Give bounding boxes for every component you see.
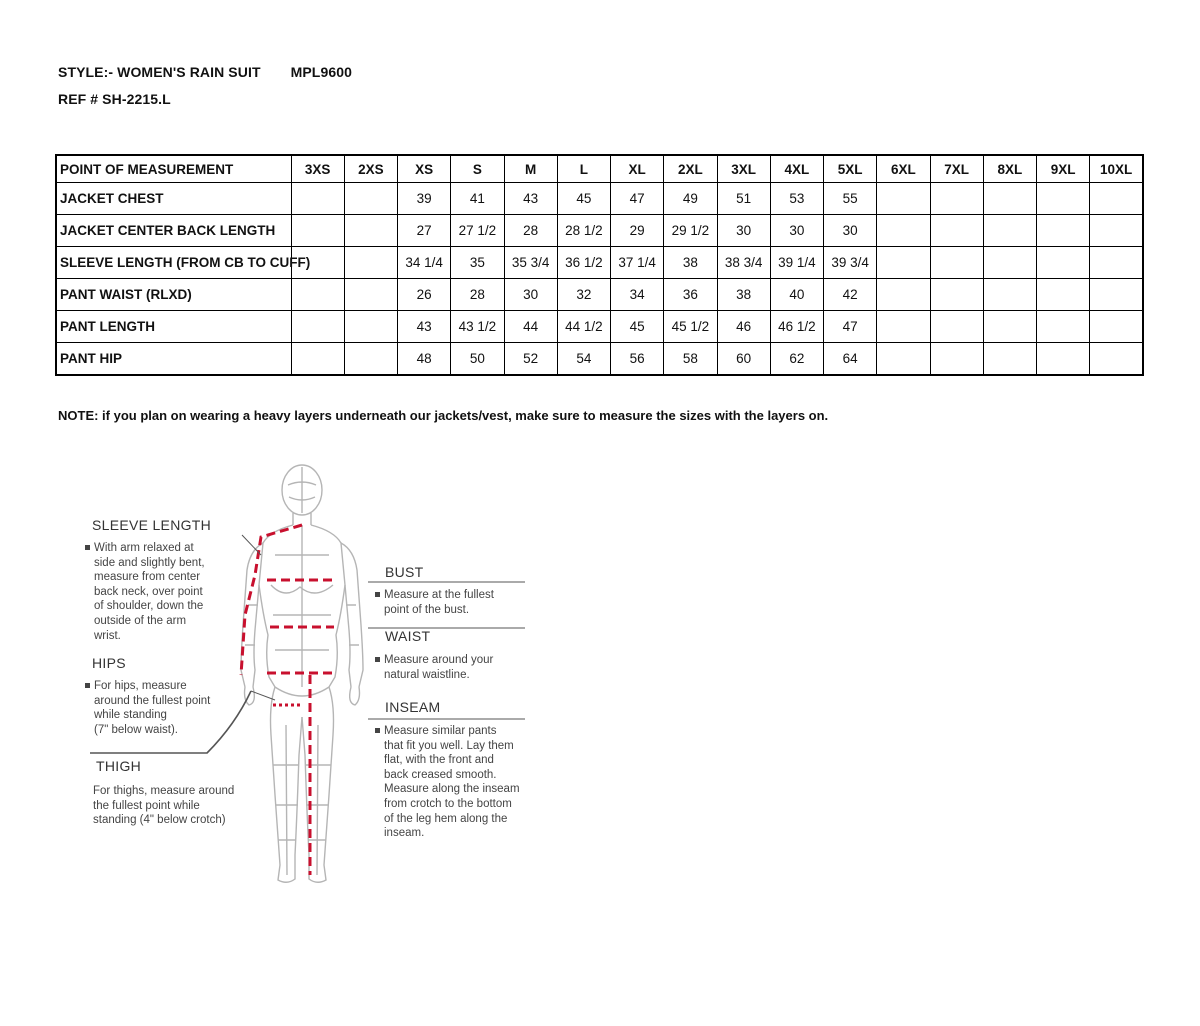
table-cell [291,215,344,247]
measurement-name: PANT HIP [56,343,291,376]
measurement-name: JACKET CHEST [56,183,291,215]
column-header: 3XS [291,155,344,183]
column-header: POINT OF MEASUREMENT [56,155,291,183]
table-cell [344,279,397,311]
table-cell [344,215,397,247]
table-row [56,215,1143,247]
sleeve-length-line [241,525,302,675]
table-cell [930,247,983,279]
inseam-title: INSEAM [385,699,441,715]
table-cell [344,183,397,215]
table-header-row [56,155,1143,183]
table-cell: 49 [664,183,717,215]
hips-title: HIPS [92,655,126,671]
column-header: 2XL [664,155,717,183]
table-cell: 53 [770,183,823,215]
table-cell [291,279,344,311]
thigh-title: THIGH [96,758,142,774]
table-cell: 43 [398,311,451,343]
table-cell: 45 [557,183,610,215]
table-cell [983,279,1036,311]
waist-title: WAIST [385,628,431,644]
column-header: 2XS [344,155,397,183]
inseam-description: Measure similar pants that fit you well. Lay them flat, with the front and back creased smooth. Measure along the inseam from crotch to the bottom of the leg hem along the inseam. [375,724,520,841]
measurement-name: PANT LENGTH [56,311,291,343]
table-cell [1090,311,1143,343]
ref-number: REF # SH-2215.L [58,91,171,107]
waist-description: Measure around your natural waistline. [375,653,493,682]
table-cell [877,343,930,376]
table-row [56,247,1143,279]
bust-title: BUST [385,564,424,580]
table-cell: 50 [451,343,504,376]
table-cell [1090,183,1143,215]
table-cell [344,311,397,343]
measurement-name: PANT WAIST (RLXD) [56,279,291,311]
table-cell [1090,215,1143,247]
table-cell [930,215,983,247]
sleeve-length-title: SLEEVE LENGTH [92,517,212,533]
table-cell: 28 [504,215,557,247]
column-header: 5XL [824,155,877,183]
column-header: 9XL [1037,155,1090,183]
thigh-description: For thighs, measure around the fullest point while standing (4" below crotch) [93,785,235,827]
table-cell: 42 [824,279,877,311]
table-cell: 29 [611,215,664,247]
table-cell: 56 [611,343,664,376]
layering-note: NOTE: if you plan on wearing a heavy layers underneath our jackets/vest, make sure to measure the sizes with the layers on. [58,408,829,423]
column-header: 3XL [717,155,770,183]
table-cell [1090,343,1143,376]
table-cell: 60 [717,343,770,376]
table-cell [1090,279,1143,311]
table-cell [291,311,344,343]
table-cell [983,215,1036,247]
table-cell: 28 1/2 [557,215,610,247]
table-cell: 45 [611,311,664,343]
hips-description: For hips, measure around the fullest point while standing (7" below waist). [85,679,210,737]
table-cell: 41 [451,183,504,215]
table-cell [930,343,983,376]
table-cell: 58 [664,343,717,376]
table-cell: 29 1/2 [664,215,717,247]
table-cell: 34 1/4 [398,247,451,279]
table-cell [1037,343,1090,376]
table-cell: 46 1/2 [770,311,823,343]
table-cell [877,279,930,311]
column-header: 10XL [1090,155,1143,183]
table-cell: 51 [717,183,770,215]
size-spec-table [55,154,1144,376]
table-cell [344,247,397,279]
table-cell: 28 [451,279,504,311]
table-cell: 62 [770,343,823,376]
table-cell [1037,311,1090,343]
table-cell [1037,183,1090,215]
table-cell [930,279,983,311]
table-cell: 45 1/2 [664,311,717,343]
table-cell [983,311,1036,343]
measurement-lines [241,525,337,875]
table-cell: 47 [824,311,877,343]
table-cell [930,183,983,215]
table-cell [877,311,930,343]
style-label: STYLE:- WOMEN'S RAIN SUIT [58,64,261,80]
table-cell [291,343,344,376]
table-row [56,311,1143,343]
column-header: 6XL [877,155,930,183]
table-cell [983,247,1036,279]
table-cell [1037,215,1090,247]
table-cell [877,247,930,279]
measurement-name: JACKET CENTER BACK LENGTH [56,215,291,247]
column-header: 7XL [930,155,983,183]
column-header: M [504,155,557,183]
table-cell: 44 1/2 [557,311,610,343]
table-cell [1037,279,1090,311]
table-row [56,343,1143,376]
table-cell: 30 [717,215,770,247]
column-header: S [451,155,504,183]
table-cell: 39 [398,183,451,215]
measurement-name: SLEEVE LENGTH (FROM CB TO CUFF) [56,247,291,279]
table-cell: 43 1/2 [451,311,504,343]
table-cell [877,183,930,215]
table-cell: 52 [504,343,557,376]
table-cell [983,183,1036,215]
table-cell [344,343,397,376]
style-code: MPL9600 [290,64,353,80]
table-cell [1090,247,1143,279]
table-cell: 34 [611,279,664,311]
table-cell [1037,247,1090,279]
table-cell: 35 [451,247,504,279]
table-cell: 37 1/4 [611,247,664,279]
table-cell: 64 [824,343,877,376]
table-cell: 40 [770,279,823,311]
column-header: L [557,155,610,183]
table-cell: 54 [557,343,610,376]
table-cell [877,215,930,247]
table-cell: 46 [717,311,770,343]
bust-description: Measure at the fullest point of the bust. [375,588,494,617]
table-cell: 27 1/2 [451,215,504,247]
table-cell: 32 [557,279,610,311]
table-cell: 36 1/2 [557,247,610,279]
table-cell: 30 [770,215,823,247]
table-cell: 38 [717,279,770,311]
table-cell: 39 3/4 [824,247,877,279]
table-row [56,279,1143,311]
column-header: XS [398,155,451,183]
table-cell: 43 [504,183,557,215]
column-header: XL [611,155,664,183]
table-cell: 30 [504,279,557,311]
table-cell: 27 [398,215,451,247]
sleeve-length-description: With arm relaxed at side and slightly bent, measure from center back neck, over point of shoulder, down the outside of the arm wrist. [85,541,205,643]
table-cell: 55 [824,183,877,215]
table-cell: 39 1/4 [770,247,823,279]
table-cell: 48 [398,343,451,376]
table-cell: 26 [398,279,451,311]
measurement-guide [75,455,545,895]
table-cell: 47 [611,183,664,215]
table-cell: 35 3/4 [504,247,557,279]
table-cell: 44 [504,311,557,343]
table-cell: 30 [824,215,877,247]
table-cell: 36 [664,279,717,311]
table-row [56,183,1143,215]
table-cell: 38 3/4 [717,247,770,279]
column-header: 4XL [770,155,823,183]
style-heading [58,64,352,80]
table-cell [930,311,983,343]
table-cell [983,343,1036,376]
table-cell [291,183,344,215]
table-cell: 38 [664,247,717,279]
column-header: 8XL [983,155,1036,183]
